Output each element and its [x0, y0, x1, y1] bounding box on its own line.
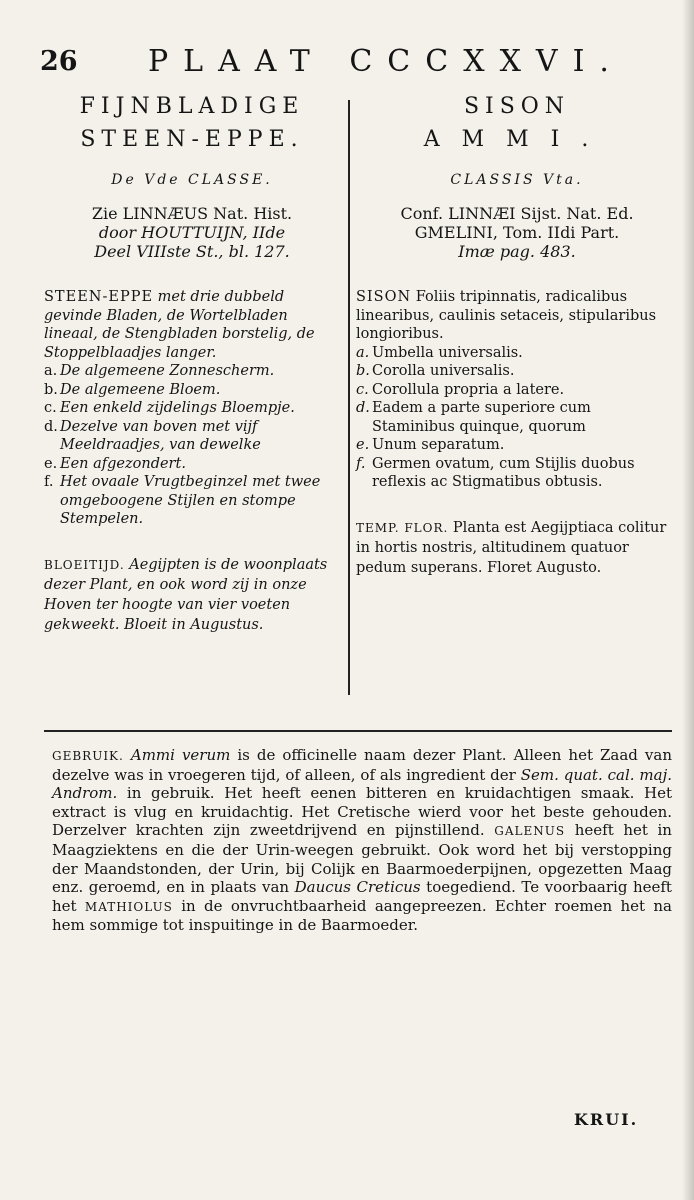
dutch-name-line-2: STEEN-EPPE.	[80, 127, 304, 152]
dutch-flowering-note	[44, 555, 340, 635]
usage-author-mathiolus: MATHIOLUS	[84, 899, 173, 914]
latin-classe: CLASSIS Vta.	[450, 172, 584, 188]
dutch-description	[44, 288, 340, 362]
list-item: b. Corolla universalis.	[356, 363, 515, 379]
latin-column	[356, 90, 678, 578]
list-item: a. Umbella universalis.	[356, 344, 523, 361]
list-item: e. Een afgezondert.	[44, 455, 186, 472]
list-item: f. Germen ovatum, cum Stijlis duobus reflexis ac Stigmatibus obtusis.	[356, 455, 635, 490]
list-item: c. Corollula propria a latere.	[356, 381, 565, 398]
dutch-classe: De Vde CLASSE.	[111, 172, 273, 188]
page-number: 26	[40, 46, 78, 77]
dutch-column	[44, 90, 340, 635]
usage-ingredient-italic: Sem. quat. cal. maj. Androm.	[52, 765, 672, 803]
list-item: b. De algemeene Bloem.	[44, 381, 221, 398]
dutch-reference-line: Zie LINNÆUS Nat. Hist.	[91, 204, 293, 223]
latin-parts-list	[356, 344, 678, 492]
list-item: d. Dezelve van boven met vijf Meeldraadjes, van dewelke	[44, 418, 261, 453]
dutch-parts-list	[44, 362, 340, 529]
latin-description-text: Foliis tripinnatis, radicalibus linearibus, caulinis setaceis, stipularibus longioribus.	[356, 289, 657, 342]
latin-description	[356, 288, 678, 344]
latin-reference	[356, 204, 678, 261]
latin-flowering-note	[356, 518, 678, 578]
list-item: f. Het ovaale Vrugtbeginzel met twee omgeboogene Stijlen en stompe Stempelen.	[44, 474, 321, 527]
page-edge-shadow	[682, 0, 694, 1200]
dutch-flowering-text: Aegijpten is de woonplaats dezer Plant, en ook word zij in onze Hoven ter hoogte van vier voeten gekweekt. Bloeit in Augustus.	[44, 556, 328, 633]
latin-reference-line: Imæ pag. 483.	[458, 242, 576, 261]
list-item: a. De algemeene Zonnescherm.	[44, 363, 275, 379]
usage-name-italic: Ammi verum	[130, 746, 231, 764]
dutch-description-text: met drie dubbeld gevinde Bladen, de Wortelbladen lineaal, de Stengbladen borstelig, de Stoppelblaadjes langer.	[44, 289, 315, 361]
dutch-reference-line: Deel VIIIste St., bl. 127.	[94, 242, 290, 261]
list-item: c. Een enkeld zijdelings Bloempje.	[44, 400, 295, 416]
usage-daucus-italic: Daucus Creticus	[294, 878, 421, 897]
section-divider	[44, 730, 672, 732]
dutch-reference-line: door HOUTTUIJN, IIde	[98, 223, 286, 242]
usage-label: GEBRUIK.	[52, 749, 124, 763]
dutch-name-line-1: FIJNBLADIGE	[79, 94, 305, 119]
latin-name-line-1: SISON	[463, 94, 571, 119]
latin-flowering-label: TEMP. FLOR.	[356, 520, 449, 535]
latin-description-label: SISON	[356, 289, 412, 305]
latin-flowering-text: Planta est Aegijptiaca colitur in hortis nostris, altitudinem quatuor pedum superans. Floret Augusto.	[356, 519, 667, 576]
page-header	[40, 40, 640, 80]
latin-reference-line: Conf. LINNÆI Sijst. Nat. Ed.	[400, 204, 634, 223]
column-divider	[348, 100, 350, 695]
usage-author-galenus: GALENUS	[494, 824, 566, 839]
dutch-reference	[44, 204, 340, 261]
latin-name-line-2: AMMI.	[423, 127, 611, 152]
catchword: KRUI.	[574, 1110, 639, 1129]
dutch-description-label: STEEN-EPPE	[44, 289, 154, 305]
dutch-flowering-label: BLOEITIJD.	[44, 557, 125, 572]
latin-reference-line: GMELINI, Tom. IIdi Part.	[414, 223, 620, 242]
plate-title: PLAAT CCCXXVI.	[148, 44, 624, 79]
list-item: e. Unum separatum.	[356, 437, 505, 453]
usage-paragraph: GEBRUIK. Ammi verum is de officinelle naam dezer Plant. Alleen het Zaad van dezelve was in vroegeren tijd, of alleen, of als ingredient der Sem. quat. cal. maj. Androm. in gebruik. Het heeft eenen bitteren en kruidachtigen smaak. Het extract is vlug en kruidachtig. Het Cretische wierd voor het beste gehouden. Derzelver krachten zijn zweetdrijvend en pijnstillend. GALENUS heeft het in Maagziektens en die der Urin-weegen gebruikt. Ook word het bij verstopping der Maandstonden, der Urin, bij Colijk en Baarmoederpijnen, opgezetten Maag enz. geroemd, en in plaats van Daucus Creticus toegediend. Te voorbaarig heeft het MATHIOLUS in de onvruchtbaarheid aangepreezen. Echter roemen het na hem sommige tot inspuitinge in de Baarmoeder.	[52, 746, 672, 935]
list-item: d. Eadem a parte superiore cum Staminibus quinque, quorum	[356, 400, 591, 435]
two-column-section	[44, 90, 680, 710]
